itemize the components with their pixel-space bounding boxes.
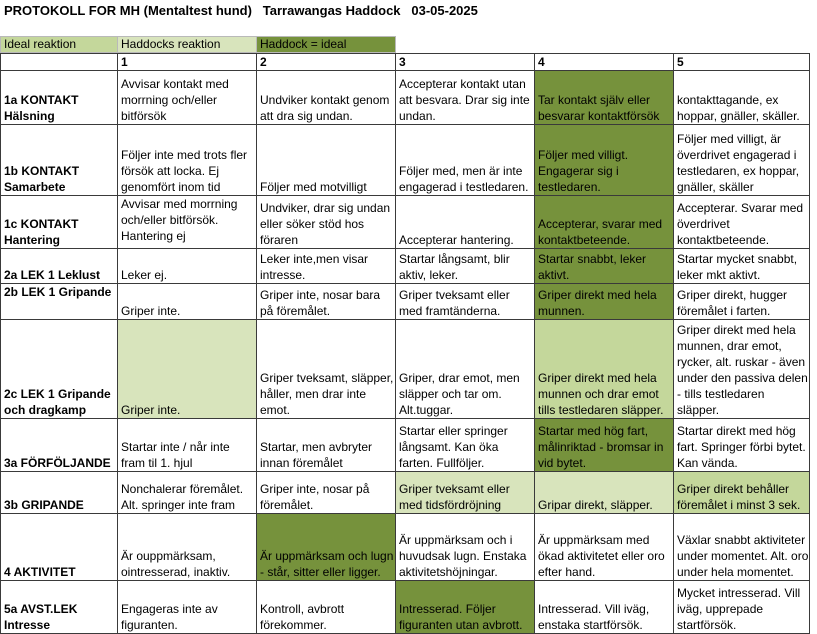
table-cell: Gripar direkt, släpper. <box>535 472 674 514</box>
table-cell: Accepterar. Svarar med överdrivet kontaktbeteende. <box>674 196 810 249</box>
row-label: 2c LEK 1 Gripande och dragkamp <box>1 320 118 419</box>
legend-match: Haddock = ideal <box>256 36 396 53</box>
column-header: 2 <box>257 54 396 71</box>
table-row <box>1 249 810 284</box>
table-cell: Griper direkt med hela munnen, drar emot, rycker, alt. ruskar - även under den passiva delen - tills testledaren släpper. <box>674 320 810 419</box>
row-label: 2a LEK 1 Leklust <box>1 249 118 284</box>
table-row <box>1 196 810 249</box>
table-cell: Accepterar, svarar med kontaktbeteende. <box>535 196 674 249</box>
row-label: 5a AVST.LEK Intresse <box>1 581 118 634</box>
protocol-table <box>0 53 810 634</box>
table-row <box>1 581 810 634</box>
table-cell: Avvisar med morrning och/eller bitförsök. Hantering ej <box>118 196 257 249</box>
table-cell: Accepterar kontakt utan att besvara. Drar sig inte undan. <box>396 71 535 125</box>
table-row <box>1 71 810 125</box>
table-cell: Är uppmärksam med ökad aktivitetet eller oro efter hand. <box>535 514 674 581</box>
table-cell: Är ouppmärksam, ointresserad, inaktiv. <box>118 514 257 581</box>
row-label: 1a KONTAKT Hälsning <box>1 71 118 125</box>
table-cell: Startar mycket snabbt, leker mkt aktivt. <box>674 249 810 284</box>
legend-haddock: Haddocks reaktion <box>117 36 257 53</box>
table-row <box>1 514 810 581</box>
table-cell: kontakttagande, ex hoppar, gnäller, skäller. <box>674 71 810 125</box>
table-cell: Startar med hög fart, målinriktad - bromsar in vid bytet. <box>535 419 674 472</box>
table-cell: Startar inte / når inte fram til 1. hjul <box>118 419 257 472</box>
table-cell: Startar direkt med hög fart. Springer förbi bytet. Kan vända. <box>674 419 810 472</box>
table-cell: Mycket intresserad. Vill iväg, upprepade startförsök. <box>674 581 810 634</box>
table-cell: Griper direkt med hela munnen. <box>535 284 674 320</box>
column-header-row <box>1 54 810 71</box>
table-cell: Kontroll, avbrott förekommer. <box>257 581 396 634</box>
column-header <box>1 54 118 71</box>
column-header: 4 <box>535 54 674 71</box>
table-cell: Är uppmärksam och i huvudsak lugn. Enstaka aktivitetshöjningar. <box>396 514 535 581</box>
table-cell: Följer inte med trots fler försök att locka. Ej genomfört inom tid <box>118 125 257 196</box>
table-row <box>1 284 810 320</box>
table-cell: Griper inte. <box>118 284 257 320</box>
table-cell: Följer med villigt, är överdrivet engagerad i testledaren, ex hoppar, gnäller, skäller <box>674 125 810 196</box>
row-label: 4 AKTIVITET <box>1 514 118 581</box>
table-cell: Undviker, drar sig undan eller söker stöd hos föraren <box>257 196 396 249</box>
table-cell: Startar snabbt, leker aktivt. <box>535 249 674 284</box>
table-cell: Engageras inte av figuranten. <box>118 581 257 634</box>
table-cell: Är uppmärksam och lugn - står, sitter eller ligger. <box>257 514 396 581</box>
row-label: 1b KONTAKT Samarbete <box>1 125 118 196</box>
table-cell: Växlar snabbt aktiviteter under momentet. Alt. oro under hela momentet. <box>674 514 810 581</box>
table-cell: Griper direkt, hugger föremålet i farten. <box>674 284 810 320</box>
table-cell: Leker inte,men visar intresse. <box>257 249 396 284</box>
table-cell: Griper tveksamt eller med tidsfördröjning <box>396 472 535 514</box>
table-cell: Griper inte, nosar bara på föremålet. <box>257 284 396 320</box>
table-cell: Griper tveksamt, släpper, håller, men drar inte emot. <box>257 320 396 419</box>
legend-ideal: Ideal reaktion <box>0 36 118 53</box>
table-cell: Intresserad. Vill iväg, enstaka startförsök. <box>535 581 674 634</box>
table-row <box>1 320 810 419</box>
column-header: 1 <box>118 54 257 71</box>
table-cell: Undviker kontakt genom att dra sig undan. <box>257 71 396 125</box>
table-cell: Intresserad. Följer figuranten utan avbrott. <box>396 581 535 634</box>
table-cell: Avvisar kontakt med morrning och/eller bitförsök <box>118 71 257 125</box>
table-cell: Startar, men avbryter innan föremålet <box>257 419 396 472</box>
table-cell: Tar kontakt själv eller besvarar kontaktförsök <box>535 71 674 125</box>
table-cell: Startar långsamt, blir aktiv, leker. <box>396 249 535 284</box>
table-cell: Startar eller springer långsamt. Kan öka farten. Fullföljer. <box>396 419 535 472</box>
table-row <box>1 125 810 196</box>
table-cell: Leker ej. <box>118 249 257 284</box>
table-row <box>1 419 810 472</box>
row-label: 1c KONTAKT Hantering <box>1 196 118 249</box>
row-label: 3a FÖRFÖLJANDE <box>1 419 118 472</box>
row-label: 2b LEK 1 Gripande <box>1 284 118 320</box>
table-row <box>1 472 810 514</box>
table-cell: Griper, drar emot, men släpper och tar om. Alt.tuggar. <box>396 320 535 419</box>
column-header: 5 <box>674 54 810 71</box>
page-title: PROTOKOLL FOR MH (Mentaltest hund) Tarrawangas Haddock 03-05-2025 <box>4 3 478 18</box>
column-header: 3 <box>396 54 535 71</box>
table-cell: Griper direkt med hela munnen och drar emot tills testledaren släpper. <box>535 320 674 419</box>
table-cell: Följer med villigt. Engagerar sig i testledaren. <box>535 125 674 196</box>
table-cell: Nonchalerar föremålet. Alt. springer inte fram <box>118 472 257 514</box>
table-cell: Följer med motvilligt <box>257 125 396 196</box>
table-cell: Griper inte, nosar på föremålet. <box>257 472 396 514</box>
row-label: 3b GRIPANDE <box>1 472 118 514</box>
table-cell: Accepterar hantering. <box>396 196 535 249</box>
table-cell: Griper direkt behåller föremålet i minst 3 sek. <box>674 472 810 514</box>
table-cell: Griper inte. <box>118 320 257 419</box>
table-cell: Griper tveksamt eller med framtänderna. <box>396 284 535 320</box>
table-cell: Följer med, men är inte engagerad i testledaren. <box>396 125 535 196</box>
